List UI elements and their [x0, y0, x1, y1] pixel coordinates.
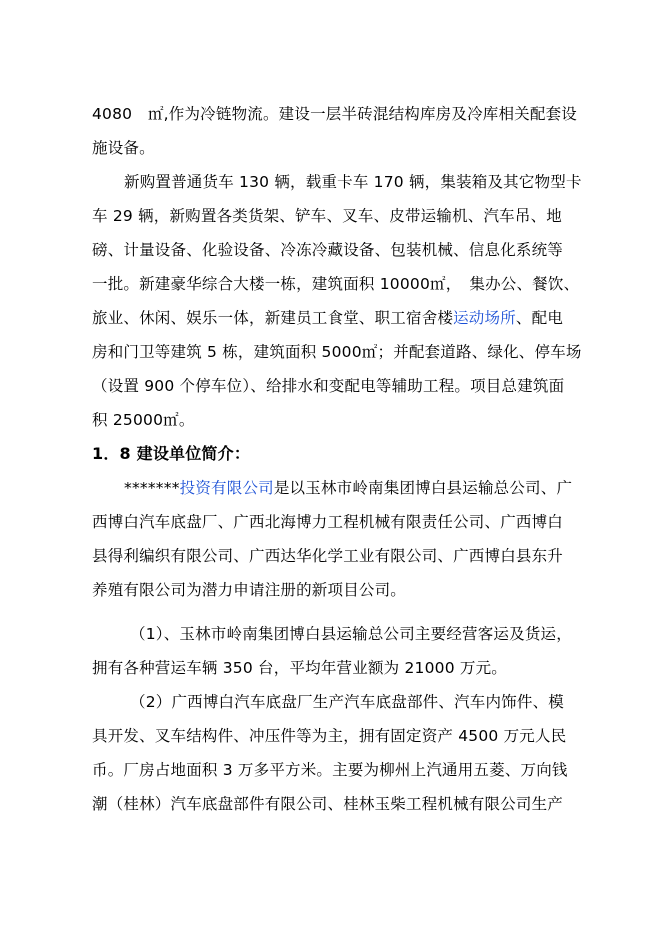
paragraph-line: 养殖有限公司为潜力申请注册的新项目公司。 [92, 581, 407, 599]
paragraph-line: 县得利编织有限公司、广西达华化学工业有限公司、广西博白县东升 [92, 547, 564, 565]
paragraph-text: 是以玉林市岭南集团博白县运输总公司、广 [273, 479, 573, 497]
paragraph-line: 拥有各种营运车辆 350 台，平均年营业额为 21000 万元。 [92, 659, 508, 677]
paragraph-line: 积 25000㎡。 [92, 411, 195, 429]
paragraph-line: （2）广西博白汽车底盘厂生产汽车底盘部件、汽车内饰件、模 [130, 693, 564, 711]
paragraph-line [92, 308, 572, 328]
paragraph-line: 币。厂房占地面积 3 万多平方米。主要为柳州上汽通用五菱、万向钱 [92, 761, 568, 779]
paragraph-line: （1）、玉林市岭南集团博白县运输总公司主要经营客运及货运， [130, 625, 572, 643]
paragraph-line: 磅、计量设备、化验设备、冷冻冷藏设备、包装机械、信息化系统等 [92, 241, 564, 259]
paragraph-line: 西博白汽车底盘厂、广西北海博力工程机械有限责任公司、广西博白 [92, 513, 564, 531]
paragraph-line: 新购置普通货车 130 辆，载重卡车 170 辆，集装箱及其它物型卡 [124, 173, 582, 191]
paragraph-line: 一批。新建豪华综合大楼一栋，建筑面积 10000㎡， 集办公、餐饮、 [92, 275, 580, 293]
paragraph-text: ******* [124, 479, 180, 497]
section-heading: 1．8 建设单位简介： [92, 444, 251, 463]
paragraph-line: 潮（桂林）汽车底盘部件有限公司、桂林玉柴工程机械有限公司生产 [92, 795, 564, 813]
paragraph-line: （设置 900 个停车位）、给排水和变配电等辅助工程。项目总建筑面 [92, 377, 565, 395]
paragraph-line: 房和门卫等建筑 5 栋，建筑面积 5000㎡；并配套道路、绿化、停车场 [92, 343, 582, 361]
sports-venue-link[interactable]: 运动场所 [453, 309, 516, 327]
paragraph-line: 施设备。 [92, 139, 155, 157]
paragraph-line [124, 478, 604, 498]
paragraph-line: 4080 ㎡,作为冷链物流。建设一层半砖混结构库房及冷库相关配套设 [92, 105, 577, 123]
paragraph-line: 车 29 辆，新购置各类货架、铲车、叉车、皮带运输机、汽车吊、地 [92, 207, 562, 225]
investment-company-link[interactable]: 投资有限公司 [179, 479, 274, 497]
paragraph-text: 、配电 [515, 309, 564, 327]
paragraph-line: 具开发、叉车结构件、冲压件等为主，拥有固定资产 4500 万元人民 [92, 727, 567, 745]
paragraph-text: 旅业、休闲、娱乐一体，新建员工食堂、职工宿舍楼 [92, 309, 454, 327]
